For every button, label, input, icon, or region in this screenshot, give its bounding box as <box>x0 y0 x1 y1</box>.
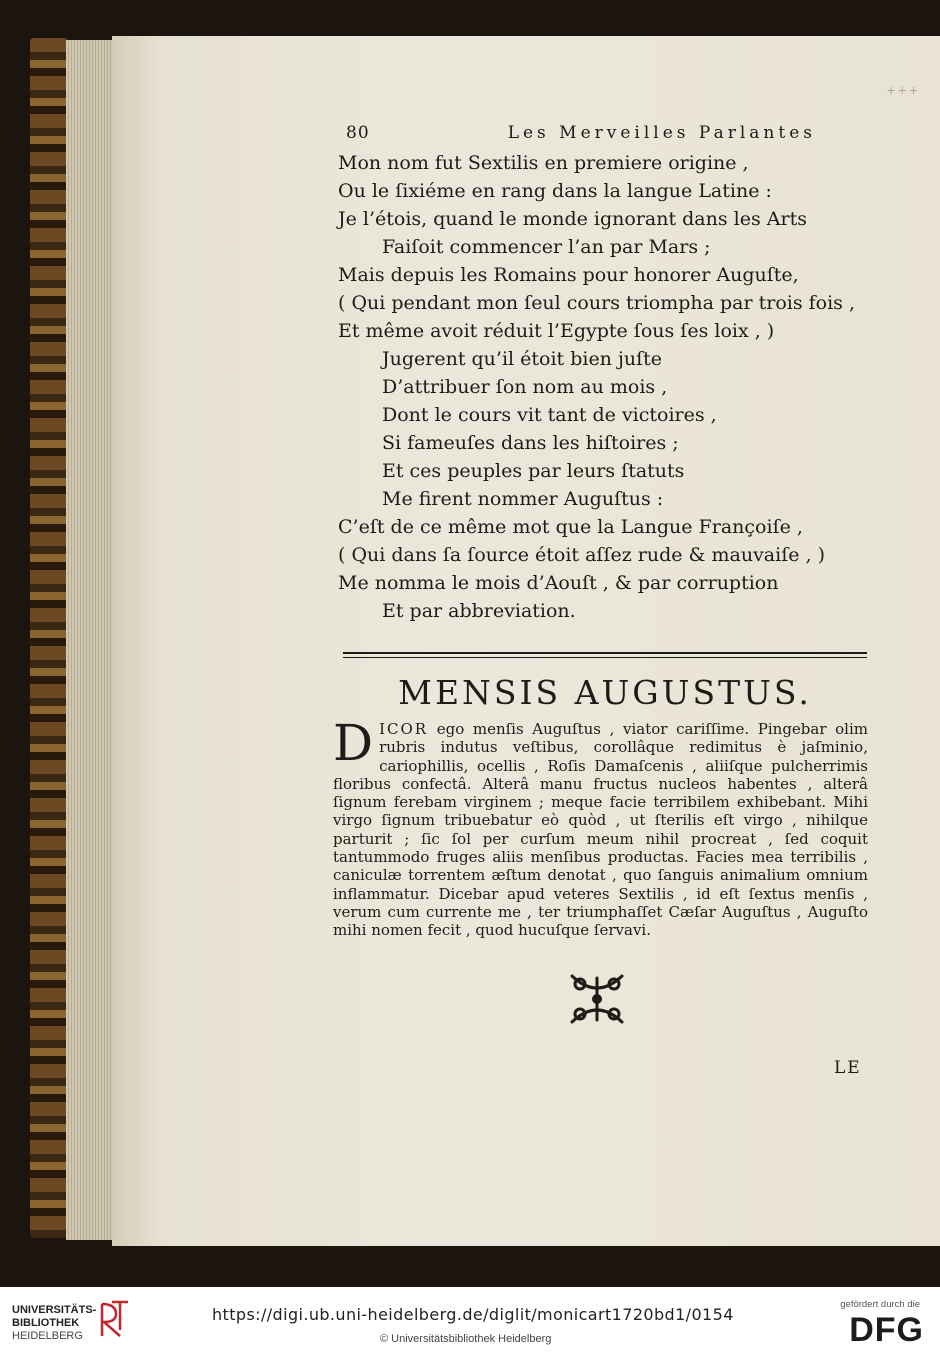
verse-line: Mais depuis les Romains pour honorer Auguſte, <box>338 264 799 286</box>
verse-line: Je l’étois, quand le monde ignorant dans les Arts <box>338 208 807 230</box>
library-line-2: BIBLIOTHEK <box>12 1317 80 1329</box>
book-binding <box>30 38 68 1238</box>
dfg-logo: DFG <box>849 1311 924 1349</box>
verse-line: Et ces peuples par leurs ſtatuts <box>382 460 685 482</box>
verse-line: Dont le cours vit tant de victoires , <box>382 404 717 426</box>
funding-note: gefördert durch die <box>840 1299 920 1310</box>
viewer-footer <box>0 1287 940 1357</box>
verse-line: ( Qui pendant mon ſeul cours triompha par trois fois , <box>338 292 856 314</box>
french-verse <box>338 149 858 625</box>
verse-line: Jugerent qu’il étoit bien juſte <box>382 348 662 370</box>
corner-mark: +++ <box>886 84 920 97</box>
library-line-3: HEIDELBERG <box>12 1330 83 1342</box>
library-logo-icon <box>98 1300 132 1340</box>
verse-line: C’eſt de ce même mot que la Langue Françoiſe , <box>338 516 803 538</box>
verse-line: Et même avoit réduit l’Egypte ſous ſes loix , ) <box>338 320 775 342</box>
latin-title: MENSIS AUGUSTUS. <box>398 673 812 712</box>
page-number: 80 <box>346 123 370 143</box>
latin-first-word: ICOR <box>379 720 429 738</box>
running-head-title: Les Merveilles Parlantes <box>507 123 816 143</box>
copyright-notice: © Universitätsbibliothek Heidelberg <box>380 1333 552 1345</box>
section-rule <box>343 652 867 654</box>
verse-line: Mon nom fut Sextilis en premiere origine , <box>338 152 749 174</box>
verse-line: Si fameuſes dans les hiſtoires ; <box>382 432 679 454</box>
section-rule-thin <box>343 657 867 658</box>
verse-line: Ou le ſixiéme en rang dans la langue Latine : <box>338 180 772 202</box>
page-edges <box>66 40 118 1240</box>
library-logo-text <box>12 1304 96 1343</box>
verse-line: Me firent nommer Auguſtus : <box>382 488 664 510</box>
verse-line: Faiſoit commencer l’an par Mars ; <box>382 236 711 258</box>
permalink-url[interactable]: https://digi.ub.uni-heidelberg.de/diglit/monicart1720bd1/0154 <box>212 1305 734 1324</box>
verse-line: ( Qui dans ſa ſource étoit aſſez rude & mauvaiſe , ) <box>338 544 826 566</box>
verse-line: D’attribuer ſon nom au mois , <box>382 376 668 398</box>
verse-line: Me nomma le mois d’Aouſt , & par corruption <box>338 572 779 594</box>
floral-ornament-icon <box>566 970 628 1028</box>
drop-cap: D <box>333 714 374 772</box>
catchword: LE <box>834 1058 862 1078</box>
verse-line: Et par abbreviation. <box>382 600 576 622</box>
library-line-1: UNIVERSITÄTS- <box>12 1304 97 1316</box>
latin-paragraph <box>333 714 868 940</box>
latin-text: ego menſis Auguſtus , viator cariſſime. Pingebar olim rubris indutus veſtibus, corollâque redimitus è jaſminio, cariophillis, ocellis , Roſis Damaſcenis , aliiſque pulcherrimis floribus confectâ. Alterâ manu fructus nucleos habentes , alterâ ſignum ferebam virginem ; meque facie terribilem exhibebant. Mihi virgo ſignum tribuebatur eò quòd , ut ſterilis eſt virgo , nihilque parturit ; ſic ſol per curſum meum nihil procreat , ſed coquit tantummodo fruges aliis menſibus productas. Facies mea terribilis , caniculæ torrentem æſtum denotat , quo ſanguis animalium omnium inflammatur. Dicebar apud veteres Sextilis , id eſt ſextus menſis , verum cum currente me , ter triumphaſſet Cæſar Auguſtus , Auguſto mihi nomen fecit , quod hucuſque ſervavi. <box>333 720 868 940</box>
running-head <box>346 123 816 143</box>
